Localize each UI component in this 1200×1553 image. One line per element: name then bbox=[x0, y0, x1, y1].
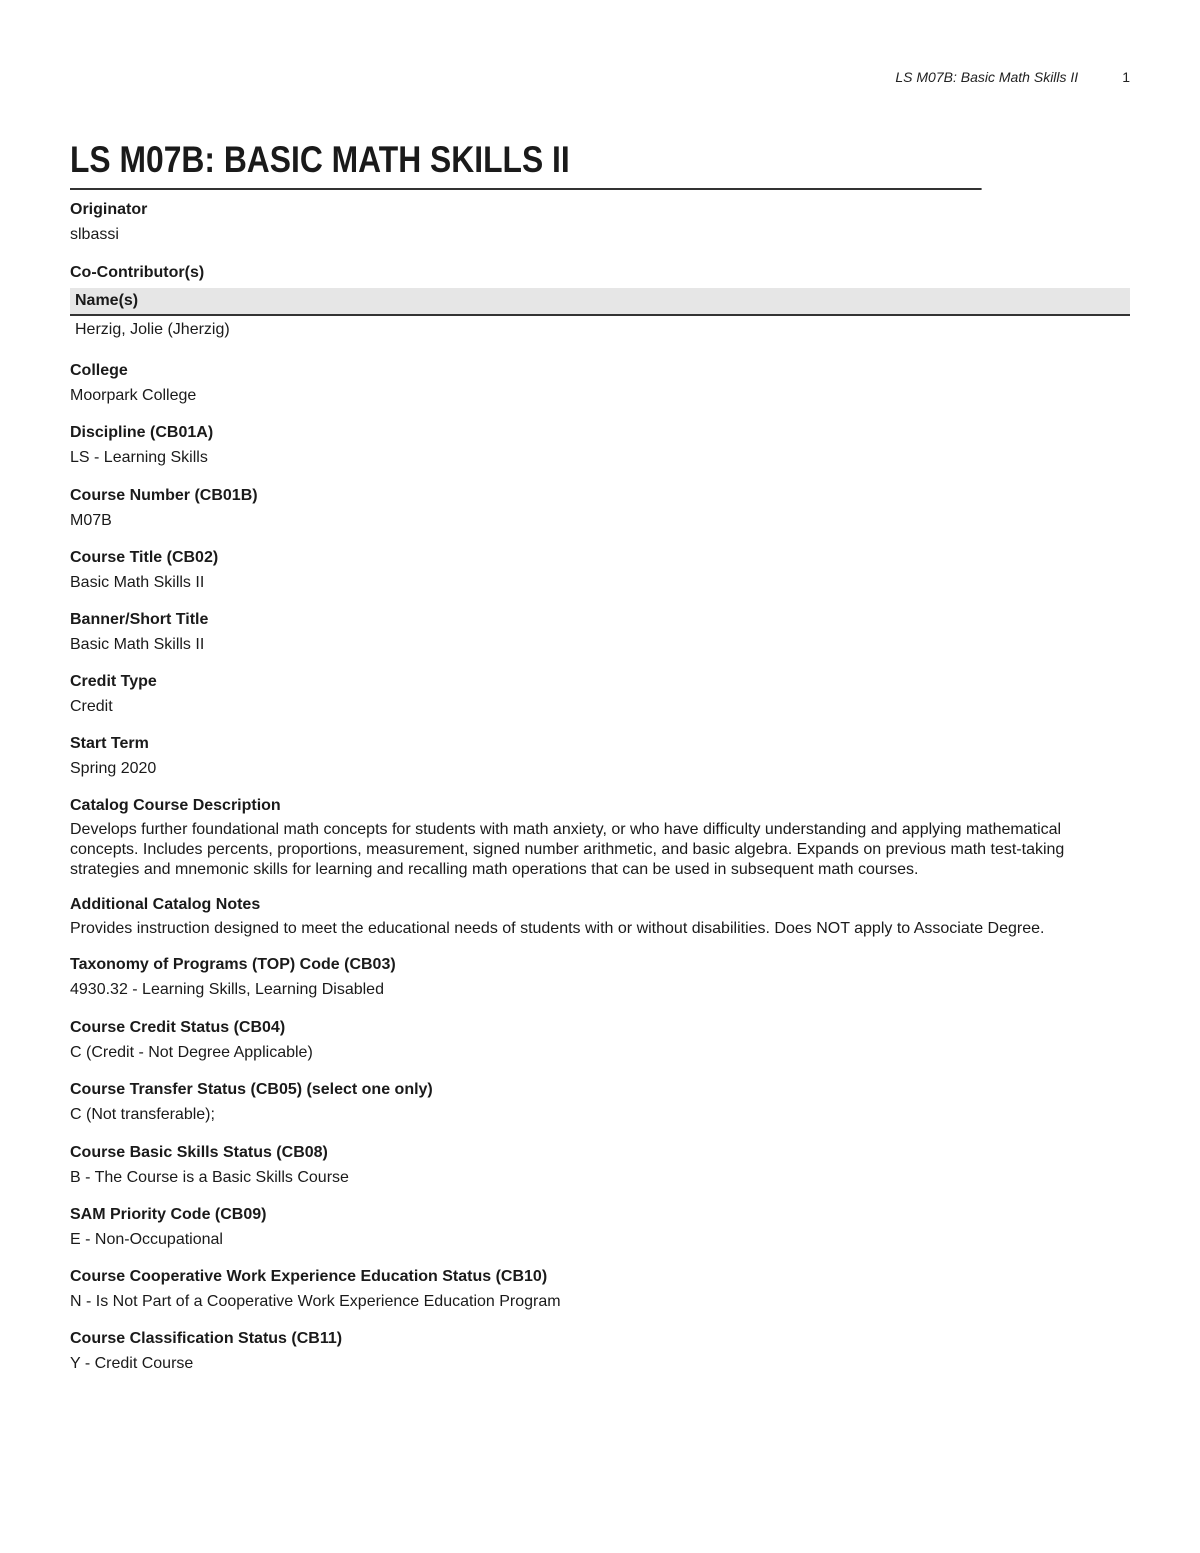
field-college bbox=[70, 361, 1130, 406]
field-label: Discipline (CB01A) bbox=[70, 424, 214, 441]
running-header-title: LS M07B: Basic Math Skills II bbox=[895, 69, 1079, 85]
field-label: Originator bbox=[70, 201, 148, 218]
field-classification-status bbox=[70, 1329, 1130, 1374]
field-value: C (Not transferable); bbox=[70, 1106, 215, 1123]
field-top-code bbox=[70, 955, 1130, 1000]
table-row: Herzig, Jolie (Jherzig) bbox=[75, 321, 230, 338]
field-transfer-status bbox=[70, 1080, 1130, 1125]
field-label: Course Classification Status (CB11) bbox=[70, 1330, 343, 1347]
field-discipline bbox=[70, 423, 1130, 468]
field-value: Provides instruction designed to meet the educational needs of students with or without disabilities. Does NOT apply to Associate Degree. bbox=[70, 920, 1045, 937]
field-value: Spring 2020 bbox=[70, 760, 157, 777]
field-value: Y - Credit Course bbox=[70, 1355, 194, 1372]
field-label: Course Cooperative Work Experience Education Status (CB10) bbox=[70, 1268, 548, 1285]
field-label: Catalog Course Description bbox=[70, 797, 281, 814]
field-co-contributors bbox=[70, 263, 1130, 340]
field-basic-skills-status bbox=[70, 1143, 1130, 1188]
field-value: Basic Math Skills II bbox=[70, 574, 205, 591]
field-banner-title bbox=[70, 610, 1130, 655]
field-label: Course Credit Status (CB04) bbox=[70, 1019, 286, 1036]
field-label: Course Title (CB02) bbox=[70, 549, 219, 566]
field-value: Develops further foundational math concepts for students with math anxiety, or who have difficulty understanding and applying mathematical concepts. Includes percents, proportions, measurement, signed number arithmetic, and basic algebra. Expands on previous math test-taking strategies and mnemonic skills for learning and recalling math operations that can be used in subsequent math courses. bbox=[70, 821, 1065, 878]
table-header: Name(s) bbox=[70, 288, 1130, 316]
field-label: Taxonomy of Programs (TOP) Code (CB03) bbox=[70, 956, 396, 973]
field-value: LS - Learning Skills bbox=[70, 449, 208, 466]
field-start-term bbox=[70, 734, 1130, 779]
field-label: Course Basic Skills Status (CB08) bbox=[70, 1144, 328, 1161]
field-course-number bbox=[70, 486, 1130, 531]
field-value: 4930.32 - Learning Skills, Learning Disabled bbox=[70, 981, 384, 998]
document-body bbox=[70, 138, 1130, 1374]
field-value: Moorpark College bbox=[70, 387, 197, 404]
field-catalog-description bbox=[70, 796, 1130, 880]
field-originator bbox=[70, 200, 1130, 245]
field-value: N - Is Not Part of a Cooperative Work Experience Education Program bbox=[70, 1293, 561, 1310]
running-header bbox=[895, 69, 1130, 85]
field-label: Co-Contributor(s) bbox=[70, 264, 205, 281]
field-value: Basic Math Skills II bbox=[70, 636, 205, 653]
field-course-title bbox=[70, 548, 1130, 593]
page-number: 1 bbox=[1122, 69, 1130, 85]
field-value: C (Credit - Not Degree Applicable) bbox=[70, 1044, 313, 1061]
field-credit-type bbox=[70, 672, 1130, 717]
field-label: Credit Type bbox=[70, 673, 157, 690]
field-label: College bbox=[70, 362, 128, 379]
field-label: Start Term bbox=[70, 735, 149, 752]
field-sam-priority bbox=[70, 1205, 1130, 1250]
field-value: E - Non-Occupational bbox=[70, 1231, 223, 1248]
field-credit-status bbox=[70, 1018, 1130, 1063]
field-value: B - The Course is a Basic Skills Course bbox=[70, 1169, 349, 1186]
field-value: M07B bbox=[70, 512, 112, 529]
field-label: SAM Priority Code (CB09) bbox=[70, 1206, 267, 1223]
field-label: Course Number (CB01B) bbox=[70, 487, 258, 504]
field-coop-status bbox=[70, 1267, 1130, 1312]
document-title: LS M07B: BASIC MATH SKILLS II bbox=[70, 138, 982, 190]
field-value: Credit bbox=[70, 698, 113, 715]
field-value: slbassi bbox=[70, 226, 119, 243]
field-label: Additional Catalog Notes bbox=[70, 896, 261, 913]
field-additional-notes bbox=[70, 895, 1130, 939]
field-label: Course Transfer Status (CB05) (select one only) bbox=[70, 1081, 433, 1098]
field-label: Banner/Short Title bbox=[70, 611, 209, 628]
